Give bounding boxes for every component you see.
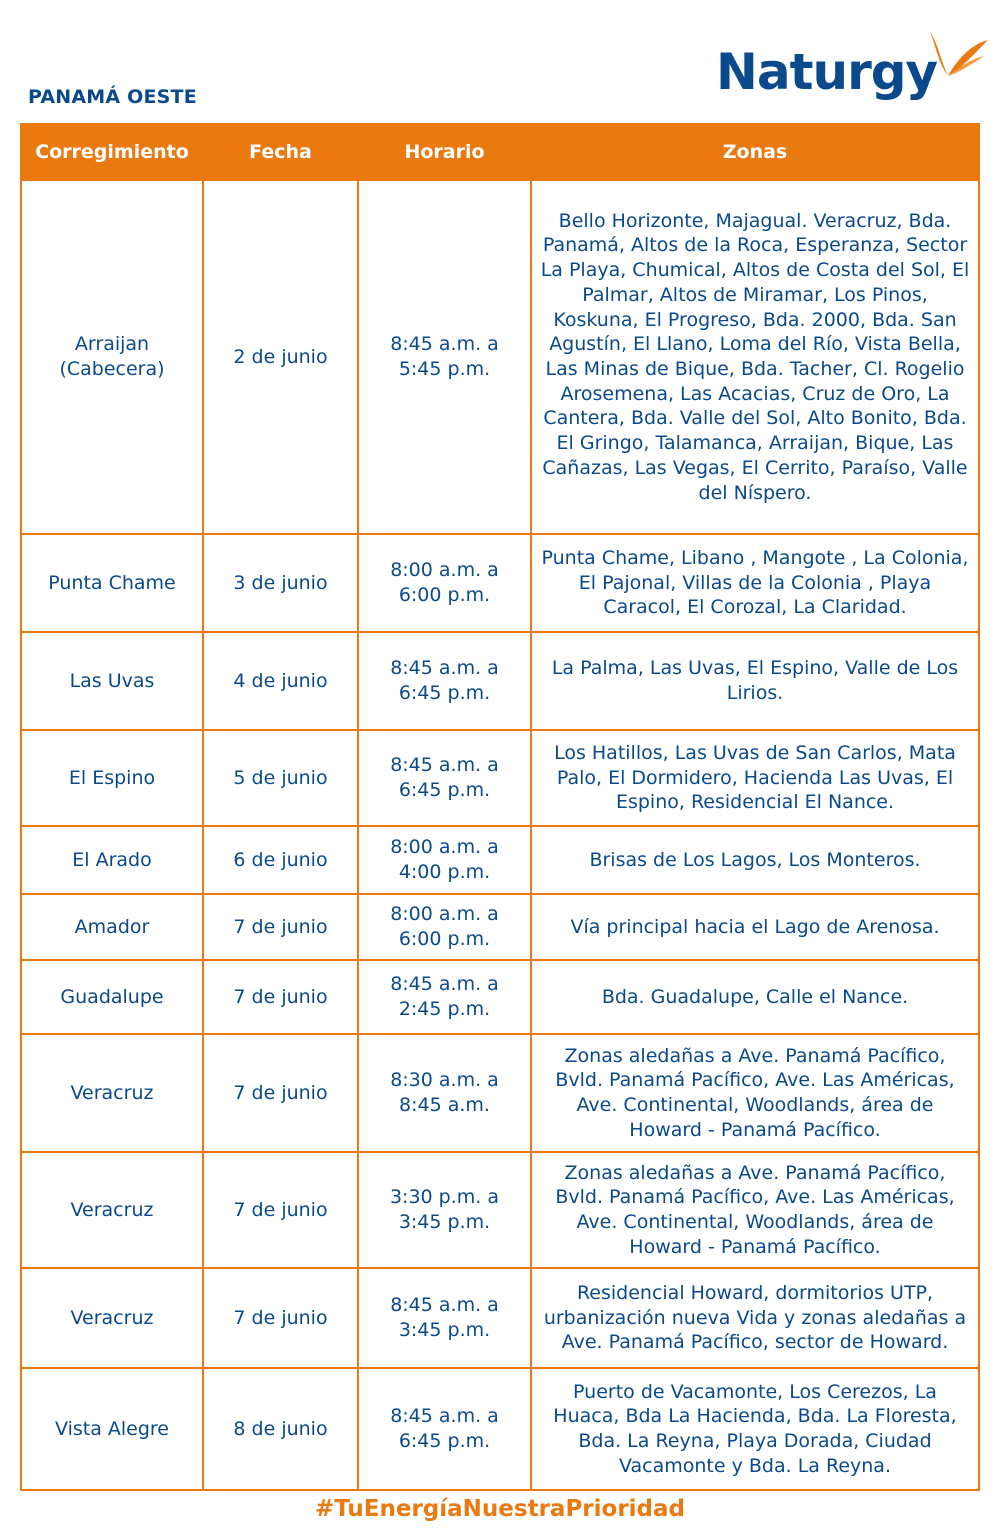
header-corregimiento: Corregimiento bbox=[21, 124, 203, 180]
naturgy-logo bbox=[716, 28, 986, 108]
butterfly-icon bbox=[928, 28, 990, 82]
cell-corregimiento: Veracruz bbox=[21, 1034, 203, 1152]
table-row bbox=[21, 180, 979, 534]
cell-zonas: La Palma, Las Uvas, El Espino, Valle de Los Lirios. bbox=[531, 632, 979, 730]
cell-zonas: Brisas de Los Lagos, Los Monteros. bbox=[531, 826, 979, 894]
logo-wordmark: Naturgy bbox=[716, 43, 938, 101]
cell-horario: 8:00 a.m. a 6:00 p.m. bbox=[358, 894, 531, 960]
header-horario: Horario bbox=[358, 124, 531, 180]
table-row bbox=[21, 1268, 979, 1368]
cell-fecha: 4 de junio bbox=[203, 632, 358, 730]
cell-horario: 8:45 a.m. a 5:45 p.m. bbox=[358, 180, 531, 534]
table-row bbox=[21, 1034, 979, 1152]
cell-horario: 8:45 a.m. a 6:45 p.m. bbox=[358, 730, 531, 826]
schedule-table bbox=[20, 123, 980, 1491]
table-row bbox=[21, 632, 979, 730]
cell-corregimiento: Guadalupe bbox=[21, 960, 203, 1034]
cell-fecha: 2 de junio bbox=[203, 180, 358, 534]
cell-zonas: Bda. Guadalupe, Calle el Nance. bbox=[531, 960, 979, 1034]
table-row bbox=[21, 1368, 979, 1490]
cell-corregimiento: El Espino bbox=[21, 730, 203, 826]
campaign-hashtag: #TuEnergíaNuestraPrioridad bbox=[314, 1496, 686, 1522]
cell-horario: 8:45 a.m. a 6:45 p.m. bbox=[358, 1368, 531, 1490]
cell-horario: 8:45 a.m. a 2:45 p.m. bbox=[358, 960, 531, 1034]
cell-zonas: Bello Horizonte, Majagual. Veracruz, Bda. Panamá, Altos de la Roca, Esperanza, Sector La Playa, Chumical, Altos de Costa del Sol, El Palmar, Altos de Miramar, Los Pinos, Koskuna, El Progreso, Bda. 2000, Bda. San Agustín, El Llano, Loma del Río, Vista Bella, Las Minas de Bique, Bda. Tacher, Cl. Rogelio Arosemena, Las Acacias, Cruz de Oro, La Cantera, Bda. Valle del Sol, Alto Bonito, Bda. El Gringo, Talamanca, Arraijan, Bique, Las Cañazas, Las Vegas, El Cerrito, Paraíso, Valle del Níspero. bbox=[531, 180, 979, 534]
cell-zonas: Zonas aledañas a Ave. Panamá Pacífico, Bvld. Panamá Pacífico, Ave. Las Américas, Ave. Continental, Woodlands, área de Howard - Panamá Pacífico. bbox=[531, 1034, 979, 1152]
cell-zonas: Punta Chame, Libano , Mangote , La Colonia, El Pajonal, Villas de la Colonia , Playa Caracol, El Corozal, La Claridad. bbox=[531, 534, 979, 632]
table-row bbox=[21, 960, 979, 1034]
header-fecha: Fecha bbox=[203, 124, 358, 180]
cell-fecha: 3 de junio bbox=[203, 534, 358, 632]
cell-corregimiento: Punta Chame bbox=[21, 534, 203, 632]
table-row bbox=[21, 534, 979, 632]
cell-corregimiento: Veracruz bbox=[21, 1152, 203, 1268]
cell-zonas: Zonas aledañas a Ave. Panamá Pacífico, Bvld. Panamá Pacífico, Ave. Las Américas, Ave. Continental, Woodlands, área de Howard - Panamá Pacífico. bbox=[531, 1152, 979, 1268]
cell-horario: 8:00 a.m. a 6:00 p.m. bbox=[358, 534, 531, 632]
cell-fecha: 6 de junio bbox=[203, 826, 358, 894]
cell-fecha: 7 de junio bbox=[203, 960, 358, 1034]
cell-fecha: 7 de junio bbox=[203, 1268, 358, 1368]
cell-corregimiento: Las Uvas bbox=[21, 632, 203, 730]
header-zonas: Zonas bbox=[531, 124, 979, 180]
cell-horario: 8:30 a.m. a 8:45 a.m. bbox=[358, 1034, 531, 1152]
cell-fecha: 8 de junio bbox=[203, 1368, 358, 1490]
table-row bbox=[21, 730, 979, 826]
cell-horario: 3:30 p.m. a 3:45 p.m. bbox=[358, 1152, 531, 1268]
table-header-row bbox=[21, 124, 979, 180]
cell-fecha: 7 de junio bbox=[203, 1152, 358, 1268]
cell-corregimiento: Veracruz bbox=[21, 1268, 203, 1368]
cell-zonas: Residencial Howard, dormitorios UTP, urbanización nueva Vida y zonas aledañas a Ave. Panamá Pacífico, sector de Howard. bbox=[531, 1268, 979, 1368]
table-row bbox=[21, 894, 979, 960]
cell-fecha: 7 de junio bbox=[203, 1034, 358, 1152]
cell-corregimiento: Arraijan (Cabecera) bbox=[21, 180, 203, 534]
cell-zonas: Vía principal hacia el Lago de Arenosa. bbox=[531, 894, 979, 960]
cell-zonas: Los Hatillos, Las Uvas de San Carlos, Mata Palo, El Dormidero, Hacienda Las Uvas, El Espino, Residencial El Nance. bbox=[531, 730, 979, 826]
cell-corregimiento: Amador bbox=[21, 894, 203, 960]
cell-zonas: Puerto de Vacamonte, Los Cerezos, La Huaca, Bda La Hacienda, Bda. La Floresta, Bda. La Reyna, Playa Dorada, Ciudad Vacamonte y Bda. La Reyna. bbox=[531, 1368, 979, 1490]
cell-corregimiento: El Arado bbox=[21, 826, 203, 894]
cell-horario: 8:45 a.m. a 6:45 p.m. bbox=[358, 632, 531, 730]
cell-fecha: 5 de junio bbox=[203, 730, 358, 826]
cell-horario: 8:00 a.m. a 4:00 p.m. bbox=[358, 826, 531, 894]
cell-corregimiento: Vista Alegre bbox=[21, 1368, 203, 1490]
region-title: PANAMÁ OESTE bbox=[28, 86, 197, 108]
cell-horario: 8:45 a.m. a 3:45 p.m. bbox=[358, 1268, 531, 1368]
table-row bbox=[21, 826, 979, 894]
cell-fecha: 7 de junio bbox=[203, 894, 358, 960]
table-row bbox=[21, 1152, 979, 1268]
